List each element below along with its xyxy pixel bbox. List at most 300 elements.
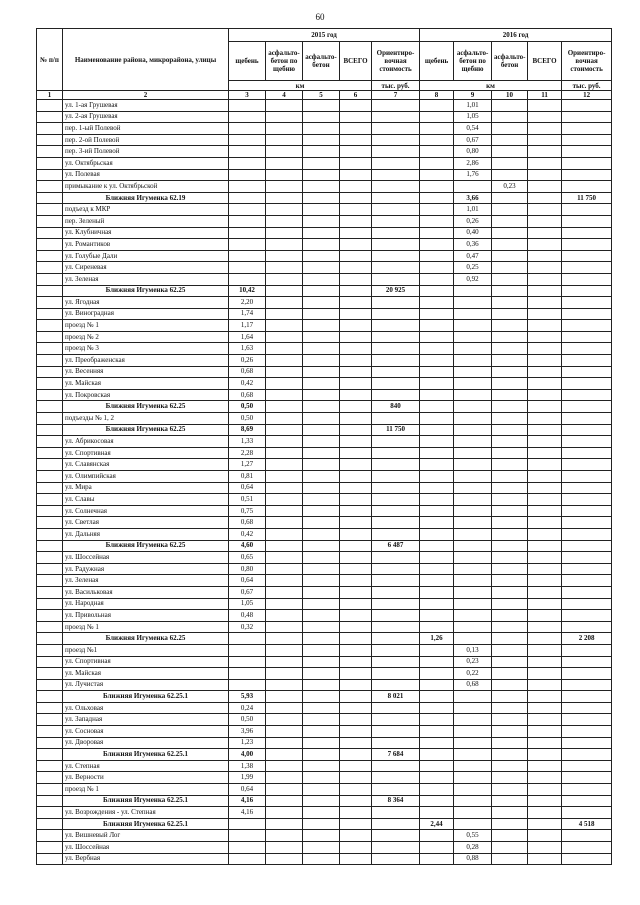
value-cell-col7 xyxy=(372,134,420,146)
value-cell-col9: 3,66 xyxy=(454,192,492,204)
value-cell-col4 xyxy=(266,355,303,367)
subtotal-row xyxy=(37,795,612,807)
value-cell-col5 xyxy=(303,343,340,355)
value-cell-col12 xyxy=(562,181,612,193)
table-row xyxy=(37,668,612,680)
street-name-cell: ул. Голубые Дали xyxy=(63,250,229,262)
value-cell-col5 xyxy=(303,134,340,146)
value-cell-col12 xyxy=(562,772,612,784)
table-row xyxy=(37,528,612,540)
header-total-2016: ВСЕГО xyxy=(528,42,562,81)
value-cell-col7 xyxy=(372,100,420,112)
value-cell-col9 xyxy=(454,343,492,355)
value-cell-col11 xyxy=(528,540,562,552)
value-cell-col10 xyxy=(492,575,528,587)
value-cell-col5 xyxy=(303,204,340,216)
value-cell-col7 xyxy=(372,586,420,598)
value-cell-col9 xyxy=(454,459,492,471)
value-cell-col11 xyxy=(528,830,562,842)
value-cell-col3: 0,51 xyxy=(229,494,266,506)
street-name-cell: проезд № 1 xyxy=(63,320,229,332)
value-cell-col11 xyxy=(528,610,562,622)
value-cell-col6 xyxy=(340,656,372,668)
header-cost-2016: Ориентиро-вочная стоимость xyxy=(562,42,612,81)
subtotal-row xyxy=(37,540,612,552)
value-cell-col9 xyxy=(454,563,492,575)
street-name-cell: Ближняя Игуменка 62.25.1 xyxy=(63,691,229,703)
value-cell-col4 xyxy=(266,320,303,332)
value-cell-col5 xyxy=(303,413,340,425)
row-number-cell xyxy=(37,842,63,854)
value-cell-col8 xyxy=(420,563,454,575)
value-cell-col6 xyxy=(340,169,372,181)
value-cell-col4 xyxy=(266,343,303,355)
value-cell-col4 xyxy=(266,644,303,656)
value-cell-col8 xyxy=(420,795,454,807)
value-cell-col7 xyxy=(372,297,420,309)
value-cell-col5 xyxy=(303,192,340,204)
value-cell-col5 xyxy=(303,621,340,633)
value-cell-col5 xyxy=(303,656,340,668)
subtotal-row xyxy=(37,285,612,297)
value-cell-col10 xyxy=(492,656,528,668)
value-cell-col9: 0,92 xyxy=(454,273,492,285)
value-cell-col5 xyxy=(303,668,340,680)
street-name-cell: Ближняя Игуменка 62.25.1 xyxy=(63,818,229,830)
colnum: 10 xyxy=(492,91,528,100)
street-name-cell: ул. Октябрьская xyxy=(63,157,229,169)
value-cell-col12 xyxy=(562,134,612,146)
value-cell-col8 xyxy=(420,331,454,343)
value-cell-col9: 2,86 xyxy=(454,157,492,169)
value-cell-col6 xyxy=(340,714,372,726)
value-cell-col4 xyxy=(266,563,303,575)
value-cell-col8 xyxy=(420,807,454,819)
value-cell-col8 xyxy=(420,366,454,378)
row-number-cell xyxy=(37,204,63,216)
row-number-cell xyxy=(37,668,63,680)
value-cell-col7 xyxy=(372,413,420,425)
value-cell-col5 xyxy=(303,807,340,819)
value-cell-col10 xyxy=(492,726,528,738)
table-row xyxy=(37,737,612,749)
value-cell-col12 xyxy=(562,273,612,285)
street-name-cell: ул. Лучистая xyxy=(63,679,229,691)
value-cell-col11 xyxy=(528,644,562,656)
value-cell-col4 xyxy=(266,795,303,807)
value-cell-col6 xyxy=(340,343,372,355)
value-cell-col12 xyxy=(562,586,612,598)
value-cell-col11 xyxy=(528,239,562,251)
value-cell-col12 xyxy=(562,668,612,680)
colnum: 5 xyxy=(303,91,340,100)
value-cell-col8 xyxy=(420,100,454,112)
value-cell-col10 xyxy=(492,447,528,459)
value-cell-col11 xyxy=(528,702,562,714)
value-cell-col11 xyxy=(528,505,562,517)
table-row xyxy=(37,575,612,587)
value-cell-col4 xyxy=(266,575,303,587)
value-cell-col10 xyxy=(492,297,528,309)
table-row xyxy=(37,772,612,784)
value-cell-col4 xyxy=(266,378,303,390)
street-name-cell: ул. Славянская xyxy=(63,459,229,471)
row-number-cell xyxy=(37,459,63,471)
value-cell-col5 xyxy=(303,123,340,135)
value-cell-col4 xyxy=(266,702,303,714)
colnum: 1 xyxy=(37,91,63,100)
table-row xyxy=(37,215,612,227)
value-cell-col7 xyxy=(372,447,420,459)
value-cell-col7 xyxy=(372,273,420,285)
value-cell-col4 xyxy=(266,818,303,830)
value-cell-col10 xyxy=(492,227,528,239)
value-cell-col3: 0,68 xyxy=(229,366,266,378)
row-number-cell xyxy=(37,239,63,251)
value-cell-col10 xyxy=(492,610,528,622)
value-cell-col10 xyxy=(492,818,528,830)
value-cell-col7 xyxy=(372,528,420,540)
value-cell-col4 xyxy=(266,610,303,622)
value-cell-col7 xyxy=(372,702,420,714)
value-cell-col3: 0,64 xyxy=(229,784,266,796)
value-cell-col7: 20 925 xyxy=(372,285,420,297)
value-cell-col4 xyxy=(266,111,303,123)
value-cell-col11 xyxy=(528,621,562,633)
value-cell-col8 xyxy=(420,842,454,854)
value-cell-col9 xyxy=(454,610,492,622)
row-number-cell xyxy=(37,586,63,598)
table-row xyxy=(37,552,612,564)
value-cell-col3: 0,81 xyxy=(229,471,266,483)
value-cell-col12 xyxy=(562,552,612,564)
value-cell-col10 xyxy=(492,308,528,320)
value-cell-col6 xyxy=(340,297,372,309)
value-cell-col5 xyxy=(303,459,340,471)
value-cell-col3 xyxy=(229,123,266,135)
value-cell-col12 xyxy=(562,401,612,413)
value-cell-col3: 2,20 xyxy=(229,297,266,309)
header-asphalt-on-gravel-2016: асфальто-бетон по щебню xyxy=(454,42,492,81)
value-cell-col3 xyxy=(229,215,266,227)
value-cell-col12 xyxy=(562,250,612,262)
table-row xyxy=(37,842,612,854)
value-cell-col12 xyxy=(562,204,612,216)
value-cell-col7 xyxy=(372,517,420,529)
value-cell-col7 xyxy=(372,505,420,517)
value-cell-col3: 1,63 xyxy=(229,343,266,355)
value-cell-col11 xyxy=(528,807,562,819)
value-cell-col5 xyxy=(303,378,340,390)
street-name-cell: ул. Возрождения - ул. Степная xyxy=(63,807,229,819)
value-cell-col5 xyxy=(303,517,340,529)
value-cell-col5 xyxy=(303,586,340,598)
value-cell-col7 xyxy=(372,575,420,587)
value-cell-col7 xyxy=(372,633,420,645)
value-cell-col4 xyxy=(266,772,303,784)
value-cell-col6 xyxy=(340,227,372,239)
street-name-cell: проезд № 1 xyxy=(63,784,229,796)
value-cell-col11 xyxy=(528,436,562,448)
value-cell-col3: 10,42 xyxy=(229,285,266,297)
street-name-cell: проезд № 1 xyxy=(63,621,229,633)
value-cell-col3 xyxy=(229,830,266,842)
value-cell-col8 xyxy=(420,517,454,529)
value-cell-col5 xyxy=(303,760,340,772)
value-cell-col5 xyxy=(303,575,340,587)
value-cell-col8 xyxy=(420,494,454,506)
value-cell-col3: 0,64 xyxy=(229,575,266,587)
value-cell-col7: 840 xyxy=(372,401,420,413)
value-cell-col9: 0,26 xyxy=(454,215,492,227)
value-cell-col8 xyxy=(420,656,454,668)
value-cell-col8 xyxy=(420,784,454,796)
value-cell-col5 xyxy=(303,749,340,761)
table-row xyxy=(37,471,612,483)
value-cell-col7 xyxy=(372,389,420,401)
value-cell-col4 xyxy=(266,679,303,691)
value-cell-col4 xyxy=(266,621,303,633)
row-number-cell xyxy=(37,123,63,135)
row-number-cell xyxy=(37,413,63,425)
value-cell-col6 xyxy=(340,181,372,193)
value-cell-col5 xyxy=(303,552,340,564)
value-cell-col8 xyxy=(420,505,454,517)
value-cell-col4 xyxy=(266,297,303,309)
table-row xyxy=(37,679,612,691)
value-cell-col10 xyxy=(492,621,528,633)
value-cell-col5 xyxy=(303,111,340,123)
value-cell-col8 xyxy=(420,772,454,784)
value-cell-col12 xyxy=(562,702,612,714)
value-cell-col8 xyxy=(420,610,454,622)
value-cell-col11 xyxy=(528,262,562,274)
value-cell-col4 xyxy=(266,807,303,819)
value-cell-col6 xyxy=(340,760,372,772)
table-row xyxy=(37,494,612,506)
value-cell-col3 xyxy=(229,262,266,274)
value-cell-col5 xyxy=(303,714,340,726)
value-cell-col5 xyxy=(303,784,340,796)
value-cell-col10 xyxy=(492,586,528,598)
value-cell-col4 xyxy=(266,668,303,680)
value-cell-col10 xyxy=(492,668,528,680)
row-number-cell xyxy=(37,192,63,204)
value-cell-col5 xyxy=(303,169,340,181)
value-cell-col6 xyxy=(340,215,372,227)
value-cell-col7: 8 364 xyxy=(372,795,420,807)
value-cell-col5 xyxy=(303,737,340,749)
value-cell-col10 xyxy=(492,401,528,413)
colnum: 6 xyxy=(340,91,372,100)
value-cell-col8 xyxy=(420,355,454,367)
value-cell-col10 xyxy=(492,146,528,158)
row-number-cell xyxy=(37,552,63,564)
value-cell-col3: 4,16 xyxy=(229,795,266,807)
table-row xyxy=(37,181,612,193)
value-cell-col10 xyxy=(492,250,528,262)
value-cell-col7 xyxy=(372,714,420,726)
value-cell-col3 xyxy=(229,679,266,691)
value-cell-col7 xyxy=(372,668,420,680)
value-cell-col3: 0,64 xyxy=(229,482,266,494)
value-cell-col4 xyxy=(266,331,303,343)
row-number-cell xyxy=(37,726,63,738)
page-number: 60 xyxy=(315,12,325,22)
row-number-cell xyxy=(37,181,63,193)
value-cell-col6 xyxy=(340,644,372,656)
value-cell-col10 xyxy=(492,378,528,390)
value-cell-col10 xyxy=(492,563,528,575)
value-cell-col9 xyxy=(454,285,492,297)
value-cell-col8 xyxy=(420,157,454,169)
value-cell-col5 xyxy=(303,215,340,227)
value-cell-col7 xyxy=(372,552,420,564)
value-cell-col4 xyxy=(266,181,303,193)
value-cell-col5 xyxy=(303,331,340,343)
value-cell-col9: 0,25 xyxy=(454,262,492,274)
value-cell-col6 xyxy=(340,424,372,436)
value-cell-col12 xyxy=(562,239,612,251)
table-row xyxy=(37,100,612,112)
value-cell-col6 xyxy=(340,598,372,610)
value-cell-col3 xyxy=(229,250,266,262)
value-cell-col4 xyxy=(266,749,303,761)
value-cell-col8 xyxy=(420,111,454,123)
value-cell-col10 xyxy=(492,366,528,378)
value-cell-col3 xyxy=(229,656,266,668)
value-cell-col12 xyxy=(562,459,612,471)
value-cell-col9 xyxy=(454,702,492,714)
value-cell-col6 xyxy=(340,366,372,378)
value-cell-col10 xyxy=(492,749,528,761)
value-cell-col7 xyxy=(372,181,420,193)
value-cell-col6 xyxy=(340,401,372,413)
value-cell-col10 xyxy=(492,471,528,483)
street-name-cell: проезд № 2 xyxy=(63,331,229,343)
table-row xyxy=(37,563,612,575)
street-name-cell: ул. Западная xyxy=(63,714,229,726)
value-cell-col6 xyxy=(340,853,372,865)
value-cell-col6 xyxy=(340,552,372,564)
value-cell-col12 xyxy=(562,343,612,355)
value-cell-col11 xyxy=(528,273,562,285)
value-cell-col12 xyxy=(562,157,612,169)
value-cell-col5 xyxy=(303,181,340,193)
value-cell-col3 xyxy=(229,818,266,830)
value-cell-col3: 5,93 xyxy=(229,691,266,703)
street-name-cell: Ближняя Игуменка 62.25 xyxy=(63,633,229,645)
value-cell-col10 xyxy=(492,424,528,436)
table-row xyxy=(37,644,612,656)
value-cell-col8: 2,44 xyxy=(420,818,454,830)
value-cell-col6 xyxy=(340,111,372,123)
value-cell-col12: 11 750 xyxy=(562,192,612,204)
row-number-cell xyxy=(37,830,63,842)
value-cell-col8 xyxy=(420,853,454,865)
value-cell-col8 xyxy=(420,413,454,425)
value-cell-col12 xyxy=(562,528,612,540)
value-cell-col5 xyxy=(303,297,340,309)
table-row xyxy=(37,262,612,274)
value-cell-col11 xyxy=(528,424,562,436)
value-cell-col7: 7 684 xyxy=(372,749,420,761)
street-name-cell: ул. Верности xyxy=(63,772,229,784)
street-name-cell: ул. Покровская xyxy=(63,389,229,401)
row-number-cell xyxy=(37,818,63,830)
value-cell-col5 xyxy=(303,726,340,738)
value-cell-col10 xyxy=(492,517,528,529)
value-cell-col8 xyxy=(420,215,454,227)
street-name-cell: ул. Виноградная xyxy=(63,308,229,320)
value-cell-col6 xyxy=(340,540,372,552)
value-cell-col9 xyxy=(454,633,492,645)
row-number-cell xyxy=(37,320,63,332)
value-cell-col3: 1,05 xyxy=(229,598,266,610)
table-row xyxy=(37,702,612,714)
value-cell-col11 xyxy=(528,250,562,262)
value-cell-col4 xyxy=(266,853,303,865)
value-cell-col9 xyxy=(454,726,492,738)
row-number-cell xyxy=(37,540,63,552)
value-cell-col8 xyxy=(420,621,454,633)
row-number-cell xyxy=(37,262,63,274)
table-row xyxy=(37,331,612,343)
value-cell-col3 xyxy=(229,100,266,112)
subtotal-row xyxy=(37,192,612,204)
value-cell-col9: 0,88 xyxy=(454,853,492,865)
value-cell-col7 xyxy=(372,760,420,772)
table-row xyxy=(37,760,612,772)
value-cell-col8 xyxy=(420,123,454,135)
value-cell-col12 xyxy=(562,749,612,761)
street-name-cell: ул. Вишневый Лог xyxy=(63,830,229,842)
value-cell-col5 xyxy=(303,598,340,610)
value-cell-col10 xyxy=(492,795,528,807)
value-cell-col6 xyxy=(340,157,372,169)
value-cell-col12 xyxy=(562,111,612,123)
value-cell-col9: 0,68 xyxy=(454,679,492,691)
value-cell-col5 xyxy=(303,610,340,622)
value-cell-col10 xyxy=(492,239,528,251)
unit-km-2015: км xyxy=(229,81,372,91)
value-cell-col5 xyxy=(303,424,340,436)
value-cell-col8: 1,26 xyxy=(420,633,454,645)
value-cell-col5 xyxy=(303,436,340,448)
value-cell-col7 xyxy=(372,772,420,784)
value-cell-col3 xyxy=(229,146,266,158)
row-number-cell xyxy=(37,749,63,761)
street-name-cell: Ближняя Игуменка 62.19 xyxy=(63,192,229,204)
header-asphalt-2015: асфальто-бетон xyxy=(303,42,340,81)
value-cell-col7 xyxy=(372,436,420,448)
row-number-cell xyxy=(37,157,63,169)
value-cell-col4 xyxy=(266,227,303,239)
value-cell-col10 xyxy=(492,760,528,772)
value-cell-col3: 0,32 xyxy=(229,621,266,633)
row-number-cell xyxy=(37,737,63,749)
row-number-cell xyxy=(37,760,63,772)
value-cell-col9: 0,40 xyxy=(454,227,492,239)
row-number-cell xyxy=(37,308,63,320)
value-cell-col12: 2 208 xyxy=(562,633,612,645)
table-row xyxy=(37,355,612,367)
value-cell-col8 xyxy=(420,424,454,436)
value-cell-col9 xyxy=(454,482,492,494)
value-cell-col3: 1,23 xyxy=(229,737,266,749)
street-name-cell: ул. Васильковая xyxy=(63,586,229,598)
value-cell-col8 xyxy=(420,726,454,738)
